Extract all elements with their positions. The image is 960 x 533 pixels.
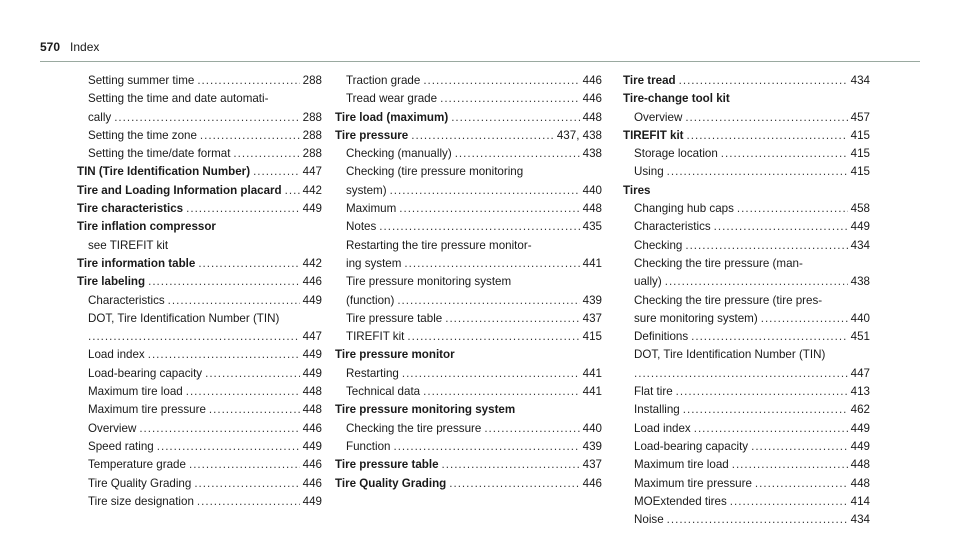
index-subentry	[77, 292, 322, 310]
entry-text: see TIREFIT kit	[88, 238, 169, 252]
entry-text: Tire pressure table	[335, 458, 439, 472]
index-subentry	[77, 145, 322, 163]
index-subentry	[623, 292, 870, 329]
entry-text: Tire characteristics	[77, 202, 184, 216]
index-subentry	[77, 383, 322, 401]
page-reference: 448	[582, 110, 602, 124]
index-entry	[623, 72, 870, 90]
index-subentry	[623, 346, 870, 383]
index-subentry	[335, 72, 602, 90]
index-subentry	[623, 145, 870, 163]
page-reference: 448	[582, 202, 602, 216]
page-reference: 415	[850, 147, 870, 161]
page-reference: 440	[850, 311, 870, 325]
entry-text: TIREFIT kit	[346, 330, 405, 344]
page-reference: 413	[850, 385, 870, 399]
index-subentry	[77, 346, 322, 364]
leader-dots	[445, 310, 579, 328]
leader-dots	[402, 365, 580, 383]
index-column-3	[623, 72, 870, 529]
leader-dots	[404, 255, 579, 273]
entry-text: Characteristics	[88, 293, 165, 307]
leader-dots	[157, 438, 300, 456]
index-subentry	[335, 365, 602, 383]
page-reference: 434	[850, 238, 870, 252]
page-reference: 442	[302, 256, 322, 270]
leader-dots	[253, 163, 300, 181]
entry-text: Installing	[634, 403, 680, 417]
header-divider	[40, 61, 920, 62]
entry-text: TIREFIT kit	[623, 128, 684, 142]
index-subentry	[335, 420, 602, 438]
page-reference: 451	[850, 330, 870, 344]
index-subentry	[623, 401, 870, 419]
leader-dots	[379, 218, 579, 236]
leader-dots	[691, 328, 848, 346]
leader-dots	[451, 109, 579, 127]
index-subentry	[335, 163, 602, 200]
index-entry	[77, 182, 322, 200]
entry-text: Function	[346, 439, 391, 453]
leader-dots	[687, 127, 848, 145]
index-entry	[335, 127, 602, 145]
entry-text: Temperature grade	[88, 458, 186, 472]
entry-text: Setting summer time	[88, 74, 195, 87]
leader-dots	[399, 200, 579, 218]
entry-text: ing system	[346, 256, 402, 270]
entry-text: DOT, Tire Identification Number (TIN)	[88, 311, 280, 325]
section-title: Index	[70, 40, 100, 54]
page-reference: 446	[302, 476, 322, 490]
page-reference: 441	[582, 366, 602, 380]
index-subentry	[623, 218, 870, 236]
entry-text: Load-bearing capacity	[88, 366, 203, 380]
page-reference: 448	[850, 476, 870, 490]
index-entry	[335, 456, 602, 474]
page-reference: 449	[302, 348, 322, 362]
page-reference: 449	[850, 439, 870, 453]
page-reference: 446	[582, 74, 602, 87]
page-reference: 449	[302, 366, 322, 380]
page-reference: 449	[302, 202, 322, 216]
index-subentry	[335, 438, 602, 456]
page-reference: 448	[302, 403, 322, 417]
entry-text: cally	[88, 110, 112, 124]
page-reference: 434	[850, 513, 870, 527]
index-subentry	[77, 475, 322, 493]
leader-dots	[411, 127, 554, 145]
leader-dots	[390, 182, 580, 200]
leader-dots	[755, 475, 848, 493]
entry-text: Tires	[623, 183, 651, 197]
entry-text: Notes	[346, 220, 377, 234]
page-reference: 437	[582, 458, 602, 472]
entry-text: Tire and Loading Information placard	[77, 183, 282, 197]
page-reference: 448	[302, 385, 322, 399]
entry-text: Maximum tire pressure	[88, 403, 206, 417]
entry-text: MOExtended tires	[634, 494, 727, 508]
index-subentry	[77, 438, 322, 456]
entry-text: Traction grade	[346, 74, 421, 87]
page-reference: 446	[302, 458, 322, 472]
leader-dots	[393, 438, 579, 456]
page-reference: 415	[850, 165, 870, 179]
leader-dots	[197, 72, 299, 90]
entry-text: sure monitoring system)	[634, 311, 758, 325]
page-reference: 414	[850, 494, 870, 508]
entry-text: Maximum tire pressure	[634, 476, 752, 490]
leader-dots	[168, 292, 300, 310]
leader-dots	[88, 328, 300, 346]
entry-text: Checking (tire pressure monitoring	[346, 165, 524, 179]
entry-text: Tire tread	[623, 74, 676, 87]
entry-text: Checking the tire pressure (tire pres-	[634, 293, 823, 307]
index-subentry	[77, 493, 322, 511]
index-entry	[623, 90, 870, 108]
index-subentry	[335, 273, 602, 310]
index-subentry	[335, 237, 602, 274]
entry-text: Maximum	[346, 202, 397, 216]
page-reference: 447	[302, 330, 322, 344]
entry-text: Setting the time and date automati-	[88, 92, 269, 106]
index-subentry	[623, 456, 870, 474]
page-reference: 449	[302, 494, 322, 508]
leader-dots	[694, 420, 848, 438]
entry-text: Characteristics	[634, 220, 711, 234]
leader-dots	[209, 401, 300, 419]
leader-dots	[685, 109, 847, 127]
entry-text: Tire pressure table	[346, 311, 443, 325]
page-reference: 449	[302, 439, 322, 453]
entry-text: Checking the tire pressure	[346, 421, 482, 435]
leader-dots	[667, 163, 848, 181]
entry-text: Tire pressure monitor	[335, 348, 455, 362]
leader-dots	[484, 420, 579, 438]
page-reference: 437	[582, 311, 602, 325]
entry-text: Tire load (maximum)	[335, 110, 449, 124]
index-subentry	[623, 163, 870, 181]
leader-dots	[683, 401, 848, 419]
page-reference: 288	[302, 128, 322, 142]
leader-dots	[397, 292, 579, 310]
entry-text: Tire Quality Grading	[88, 476, 192, 490]
leader-dots	[714, 218, 848, 236]
index-subentry	[77, 127, 322, 145]
page-reference: 457	[850, 110, 870, 124]
index-entry	[77, 163, 322, 181]
leader-dots	[761, 310, 848, 328]
index-subentry	[623, 511, 870, 529]
leader-dots	[200, 127, 300, 145]
page-reference: 447	[302, 165, 322, 179]
page-reference: 434	[850, 74, 870, 87]
entry-text: Using	[634, 165, 664, 179]
leader-dots	[194, 475, 299, 493]
entry-text: Tire pressure monitoring system	[335, 403, 516, 417]
page-reference: 448	[850, 458, 870, 472]
entry-text: Load index	[88, 348, 145, 362]
entry-text: Checking the tire pressure (man-	[634, 256, 803, 270]
leader-dots	[186, 383, 300, 401]
page-reference: 437, 438	[556, 128, 602, 142]
leader-dots	[721, 145, 848, 163]
page-reference: 446	[302, 275, 322, 289]
index-entry	[623, 182, 870, 200]
entry-text: Load index	[634, 421, 691, 435]
index-entry	[335, 401, 602, 419]
entry-text: Speed rating	[88, 439, 154, 453]
index-subentry	[77, 72, 322, 90]
leader-dots	[114, 109, 299, 127]
index-subentry	[623, 328, 870, 346]
index-subentry	[77, 90, 322, 127]
entry-text: Changing hub caps	[634, 202, 734, 216]
page-reference: 440	[582, 183, 602, 197]
entry-text: Checking (manually)	[346, 147, 452, 161]
leader-dots	[440, 90, 580, 108]
index-columns	[0, 72, 960, 527]
entry-text: Noise	[634, 513, 664, 527]
index-subentry	[623, 383, 870, 401]
leader-dots	[732, 456, 848, 474]
index-subentry	[623, 493, 870, 511]
page-number: 570	[40, 40, 61, 54]
entry-text: Tire information table	[77, 256, 196, 270]
page-reference: 438	[582, 147, 602, 161]
index-subentry	[77, 456, 322, 474]
leader-dots	[423, 383, 580, 401]
page-reference: 439	[582, 439, 602, 453]
index-subentry	[77, 365, 322, 383]
page-reference: 288	[302, 110, 322, 124]
leader-dots	[679, 72, 848, 90]
page-reference: 449	[850, 220, 870, 234]
entry-text: Tire-change tool kit	[623, 92, 730, 106]
leader-dots	[449, 475, 579, 493]
leader-dots	[667, 511, 848, 529]
leader-dots	[737, 200, 848, 218]
page-reference: 442	[302, 183, 322, 197]
page-reference: 288	[302, 147, 322, 161]
index-entry	[77, 255, 322, 273]
page-reference: 288	[302, 74, 322, 87]
page-reference: 435	[582, 220, 602, 234]
page-reference: 441	[582, 256, 602, 270]
entry-text: Restarting	[346, 366, 399, 380]
index-entry	[623, 127, 870, 145]
page-reference: 458	[850, 202, 870, 216]
entry-text: Tire inflation compressor	[77, 220, 216, 234]
index-subentry	[623, 420, 870, 438]
entry-text: ually)	[634, 275, 662, 289]
page-reference: 441	[582, 385, 602, 399]
index-subentry	[623, 200, 870, 218]
leader-dots	[197, 493, 300, 511]
leader-dots	[423, 72, 579, 90]
leader-dots	[139, 420, 299, 438]
index-subentry	[335, 328, 602, 346]
index-subentry	[623, 438, 870, 456]
entry-text: Tread wear grade	[346, 92, 438, 106]
index-subentry	[335, 200, 602, 218]
entry-text: Setting the time zone	[88, 128, 197, 142]
page-reference: 449	[302, 293, 322, 307]
entry-text: Overview	[634, 110, 683, 124]
index-subentry	[77, 237, 322, 255]
leader-dots	[186, 200, 300, 218]
leader-dots	[148, 273, 300, 291]
leader-dots	[665, 273, 848, 291]
leader-dots	[442, 456, 580, 474]
entry-text: Flat tire	[634, 385, 673, 399]
page-reference: 415	[850, 128, 870, 142]
leader-dots	[233, 145, 299, 163]
page-reference: 446	[302, 421, 322, 435]
index-entry	[335, 346, 602, 364]
index-subentry	[623, 475, 870, 493]
entry-text: Overview	[88, 421, 137, 435]
page-reference: 449	[850, 421, 870, 435]
entry-text: Maximum tire load	[88, 385, 183, 399]
index-subentry	[77, 401, 322, 419]
page-reference: 462	[850, 403, 870, 417]
leader-dots	[285, 182, 300, 200]
page-reference: 438	[850, 275, 870, 289]
leader-dots	[189, 456, 300, 474]
index-column-2	[335, 72, 602, 493]
leader-dots	[198, 255, 299, 273]
index-subentry	[335, 383, 602, 401]
entry-text: system)	[346, 183, 387, 197]
entry-text: DOT, Tire Identification Number (TIN)	[634, 348, 826, 362]
page-reference: 446	[582, 92, 602, 106]
index-entry	[77, 218, 322, 236]
index-subentry	[335, 218, 602, 236]
leader-dots	[634, 365, 848, 383]
index-subentry	[623, 109, 870, 127]
entry-text: (function)	[346, 293, 395, 307]
entry-text: Tire pressure	[335, 128, 409, 142]
entry-text: Tire Quality Grading	[335, 476, 447, 490]
entry-text: Tire pressure monitoring system	[346, 275, 512, 289]
leader-dots	[205, 365, 300, 383]
entry-text: TIN (Tire Identification Number)	[77, 165, 251, 179]
entry-text: Restarting the tire pressure monitor-	[346, 238, 532, 252]
page-header	[40, 40, 99, 58]
index-entry	[77, 200, 322, 218]
entry-text: Setting the time/date format	[88, 147, 231, 161]
index-subentry	[77, 310, 322, 347]
index-subentry	[623, 237, 870, 255]
entry-text: Maximum tire load	[634, 458, 729, 472]
leader-dots	[730, 493, 848, 511]
leader-dots	[676, 383, 848, 401]
entry-text: Technical data	[346, 385, 421, 399]
page-reference: 446	[582, 476, 602, 490]
entry-text: Checking	[634, 238, 683, 252]
leader-dots	[148, 346, 300, 364]
entry-text: Load-bearing capacity	[634, 439, 749, 453]
entry-text: Definitions	[634, 330, 689, 344]
index-subentry	[335, 90, 602, 108]
page-reference: 447	[850, 366, 870, 380]
index-subentry	[335, 145, 602, 163]
entry-text: Tire labeling	[77, 275, 146, 289]
leader-dots	[685, 237, 847, 255]
index-entry	[335, 109, 602, 127]
index-subentry	[77, 420, 322, 438]
index-subentry	[623, 255, 870, 292]
page-reference: 439	[582, 293, 602, 307]
index-entry	[335, 475, 602, 493]
page-reference: 440	[582, 421, 602, 435]
entry-text: Tire size designation	[88, 494, 194, 508]
index-subentry	[335, 310, 602, 328]
leader-dots	[751, 438, 848, 456]
index-entry	[77, 273, 322, 291]
leader-dots	[407, 328, 579, 346]
index-column-1	[77, 72, 322, 511]
entry-text: Storage location	[634, 147, 718, 161]
leader-dots	[455, 145, 580, 163]
page-reference: 415	[582, 330, 602, 344]
